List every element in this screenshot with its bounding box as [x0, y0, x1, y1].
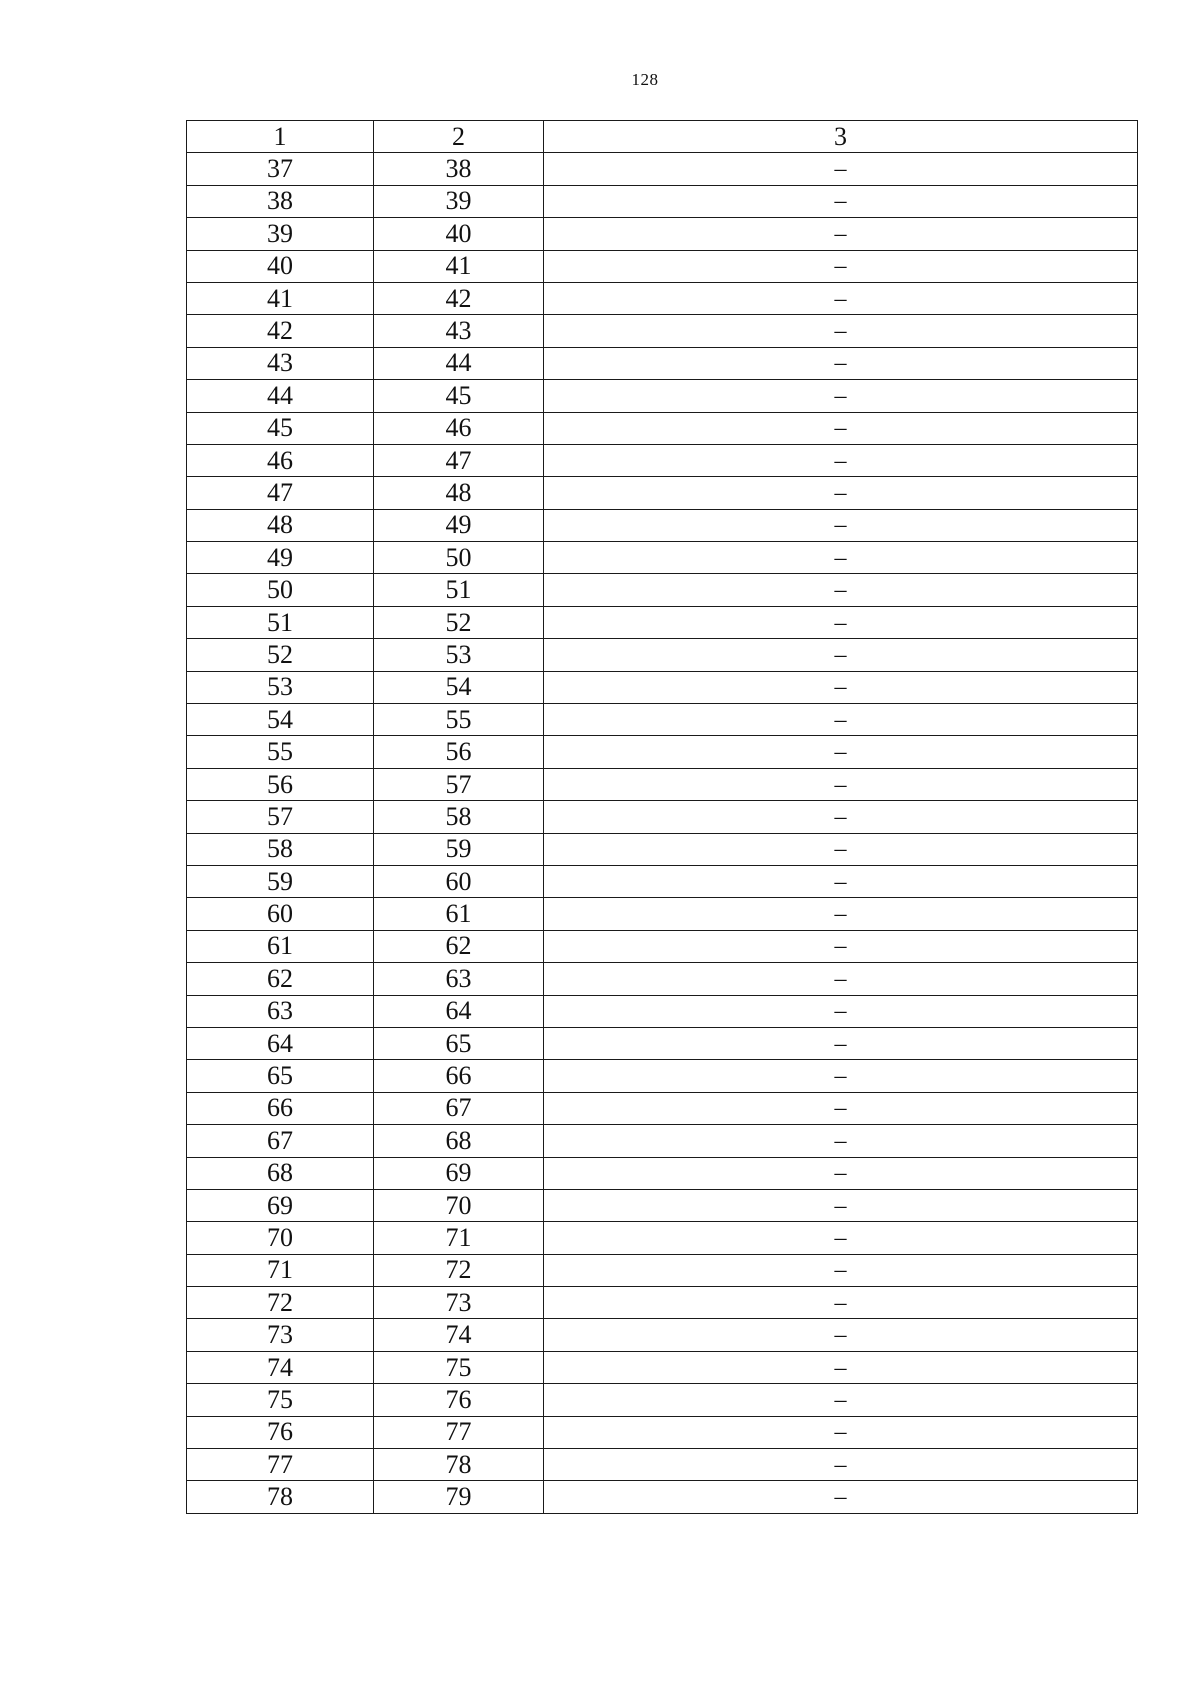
- table-row: [187, 477, 1138, 509]
- table-cell-col-2: 41: [374, 250, 544, 282]
- table-cell-col-2: 62: [374, 930, 544, 962]
- table-cell-col-1: 47: [187, 477, 374, 509]
- table-cell-col-2: 52: [374, 606, 544, 638]
- table-cell-col-3: –: [544, 963, 1138, 995]
- table-cell-col-1: 77: [187, 1449, 374, 1481]
- table-cell-col-2: 46: [374, 412, 544, 444]
- table-row: [187, 606, 1138, 638]
- table-cell-col-1: 78: [187, 1481, 374, 1513]
- table-cell-col-3: –: [544, 282, 1138, 314]
- table-cell-col-3: –: [544, 606, 1138, 638]
- table-row: [187, 250, 1138, 282]
- table-cell-col-1: 45: [187, 412, 374, 444]
- table-cell-col-3: –: [544, 930, 1138, 962]
- table-cell-col-2: 70: [374, 1189, 544, 1221]
- table-row: [187, 1092, 1138, 1124]
- table-cell-col-3: –: [544, 574, 1138, 606]
- table-row: [187, 380, 1138, 412]
- table-cell-col-1: 52: [187, 639, 374, 671]
- table-cell-col-1: 51: [187, 606, 374, 638]
- table-header-row: [187, 121, 1138, 153]
- column-header-2: 2: [374, 121, 544, 153]
- table-row: [187, 1287, 1138, 1319]
- table-cell-col-3: –: [544, 704, 1138, 736]
- table-cell-col-1: 37: [187, 153, 374, 185]
- table-cell-col-3: –: [544, 347, 1138, 379]
- table-cell-col-2: 68: [374, 1125, 544, 1157]
- table-row: [187, 542, 1138, 574]
- table-row: [187, 315, 1138, 347]
- table-cell-col-1: 71: [187, 1254, 374, 1286]
- table-cell-col-2: 71: [374, 1222, 544, 1254]
- table-cell-col-3: –: [544, 1125, 1138, 1157]
- table-cell-col-2: 66: [374, 1060, 544, 1092]
- table-cell-col-3: –: [544, 542, 1138, 574]
- table-row: [187, 1319, 1138, 1351]
- table-cell-col-2: 65: [374, 1027, 544, 1059]
- table-cell-col-3: –: [544, 801, 1138, 833]
- table-cell-col-1: 56: [187, 768, 374, 800]
- table-row: [187, 153, 1138, 185]
- table-cell-col-2: 45: [374, 380, 544, 412]
- table-cell-col-1: 50: [187, 574, 374, 606]
- table-cell-col-1: 57: [187, 801, 374, 833]
- table-cell-col-3: –: [544, 639, 1138, 671]
- table-cell-col-3: –: [544, 671, 1138, 703]
- table-cell-col-2: 48: [374, 477, 544, 509]
- table-row: [187, 1384, 1138, 1416]
- table-cell-col-2: 55: [374, 704, 544, 736]
- table-cell-col-3: –: [544, 1481, 1138, 1513]
- table-row: [187, 833, 1138, 865]
- table-cell-col-2: 43: [374, 315, 544, 347]
- table-cell-col-1: 63: [187, 995, 374, 1027]
- column-header-1: 1: [187, 121, 374, 153]
- table-cell-col-3: –: [544, 1060, 1138, 1092]
- table-cell-col-3: –: [544, 1027, 1138, 1059]
- table-cell-col-2: 56: [374, 736, 544, 768]
- table-cell-col-2: 72: [374, 1254, 544, 1286]
- table-cell-col-1: 58: [187, 833, 374, 865]
- table-row: [187, 1060, 1138, 1092]
- table-cell-col-3: –: [544, 218, 1138, 250]
- table-cell-col-3: –: [544, 1157, 1138, 1189]
- table-row: [187, 963, 1138, 995]
- table-row: [187, 639, 1138, 671]
- table-cell-col-3: –: [544, 1222, 1138, 1254]
- table-cell-col-1: 74: [187, 1351, 374, 1383]
- table-cell-col-3: –: [544, 1254, 1138, 1286]
- data-table: [186, 120, 1138, 1514]
- table-cell-col-1: 75: [187, 1384, 374, 1416]
- table-cell-col-3: –: [544, 995, 1138, 1027]
- table-cell-col-1: 59: [187, 865, 374, 897]
- table-cell-col-3: –: [544, 1189, 1138, 1221]
- table-cell-col-2: 59: [374, 833, 544, 865]
- table-cell-col-3: –: [544, 1384, 1138, 1416]
- table-cell-col-3: –: [544, 833, 1138, 865]
- table-row: [187, 574, 1138, 606]
- table-row: [187, 282, 1138, 314]
- table-cell-col-2: 69: [374, 1157, 544, 1189]
- table-cell-col-2: 57: [374, 768, 544, 800]
- table-cell-col-3: –: [544, 315, 1138, 347]
- table-body: [187, 121, 1138, 1514]
- table-cell-col-1: 41: [187, 282, 374, 314]
- table-cell-col-2: 51: [374, 574, 544, 606]
- table-row: [187, 898, 1138, 930]
- table-cell-col-1: 42: [187, 315, 374, 347]
- table-cell-col-1: 61: [187, 930, 374, 962]
- table-row: [187, 768, 1138, 800]
- table-cell-col-3: –: [544, 250, 1138, 282]
- table-cell-col-1: 76: [187, 1416, 374, 1448]
- table-cell-col-3: –: [544, 1351, 1138, 1383]
- table-row: [187, 1416, 1138, 1448]
- table-row: [187, 1189, 1138, 1221]
- table-cell-col-1: 60: [187, 898, 374, 930]
- table-row: [187, 509, 1138, 541]
- table-row: [187, 671, 1138, 703]
- table-cell-col-2: 75: [374, 1351, 544, 1383]
- table-cell-col-1: 39: [187, 218, 374, 250]
- table-row: [187, 801, 1138, 833]
- table-cell-col-2: 40: [374, 218, 544, 250]
- table-cell-col-1: 40: [187, 250, 374, 282]
- table-row: [187, 1027, 1138, 1059]
- table-cell-col-1: 48: [187, 509, 374, 541]
- table-row: [187, 704, 1138, 736]
- table-cell-col-2: 49: [374, 509, 544, 541]
- table-cell-col-3: –: [544, 444, 1138, 476]
- table-cell-col-3: –: [544, 1092, 1138, 1124]
- table-cell-col-2: 50: [374, 542, 544, 574]
- table-cell-col-3: –: [544, 509, 1138, 541]
- table-cell-col-2: 77: [374, 1416, 544, 1448]
- table-row: [187, 1481, 1138, 1513]
- table-row: [187, 1449, 1138, 1481]
- table-cell-col-1: 69: [187, 1189, 374, 1221]
- table-cell-col-3: –: [544, 477, 1138, 509]
- table-cell-col-3: –: [544, 380, 1138, 412]
- table-row: [187, 1254, 1138, 1286]
- table-row: [187, 1222, 1138, 1254]
- table-cell-col-1: 46: [187, 444, 374, 476]
- table-cell-col-1: 67: [187, 1125, 374, 1157]
- table-cell-col-1: 54: [187, 704, 374, 736]
- table-cell-col-1: 72: [187, 1287, 374, 1319]
- table-cell-col-2: 58: [374, 801, 544, 833]
- table-row: [187, 865, 1138, 897]
- table-cell-col-1: 49: [187, 542, 374, 574]
- table-cell-col-2: 44: [374, 347, 544, 379]
- column-header-3: 3: [544, 121, 1138, 153]
- table-cell-col-2: 39: [374, 185, 544, 217]
- table-cell-col-1: 38: [187, 185, 374, 217]
- table-cell-col-2: 42: [374, 282, 544, 314]
- table-cell-col-1: 68: [187, 1157, 374, 1189]
- table-cell-col-2: 60: [374, 865, 544, 897]
- table-cell-col-2: 67: [374, 1092, 544, 1124]
- table-cell-col-3: –: [544, 768, 1138, 800]
- table-cell-col-3: –: [544, 1287, 1138, 1319]
- table-cell-col-2: 53: [374, 639, 544, 671]
- table-cell-col-2: 64: [374, 995, 544, 1027]
- table-row: [187, 736, 1138, 768]
- table-row: [187, 218, 1138, 250]
- table-row: [187, 995, 1138, 1027]
- table-cell-col-2: 79: [374, 1481, 544, 1513]
- table-cell-col-1: 66: [187, 1092, 374, 1124]
- table-cell-col-3: –: [544, 736, 1138, 768]
- table-cell-col-2: 76: [374, 1384, 544, 1416]
- table-row: [187, 444, 1138, 476]
- table-cell-col-3: –: [544, 153, 1138, 185]
- table-row: [187, 185, 1138, 217]
- table-row: [187, 930, 1138, 962]
- table-cell-col-2: 73: [374, 1287, 544, 1319]
- table-cell-col-1: 70: [187, 1222, 374, 1254]
- table-row: [187, 347, 1138, 379]
- table-cell-col-1: 65: [187, 1060, 374, 1092]
- table-cell-col-3: –: [544, 412, 1138, 444]
- table-cell-col-3: –: [544, 1319, 1138, 1351]
- table-cell-col-1: 55: [187, 736, 374, 768]
- table-row: [187, 1351, 1138, 1383]
- table-cell-col-3: –: [544, 898, 1138, 930]
- table-cell-col-2: 54: [374, 671, 544, 703]
- table-cell-col-3: –: [544, 865, 1138, 897]
- table-row: [187, 412, 1138, 444]
- table-cell-col-1: 73: [187, 1319, 374, 1351]
- table-row: [187, 1125, 1138, 1157]
- table-cell-col-1: 53: [187, 671, 374, 703]
- table-cell-col-2: 61: [374, 898, 544, 930]
- page-number: 128: [631, 70, 659, 89]
- table-cell-col-3: –: [544, 1449, 1138, 1481]
- table-cell-col-2: 78: [374, 1449, 544, 1481]
- table-cell-col-1: 62: [187, 963, 374, 995]
- table-cell-col-3: –: [544, 185, 1138, 217]
- table-row: [187, 1157, 1138, 1189]
- table-cell-col-2: 74: [374, 1319, 544, 1351]
- table-cell-col-2: 47: [374, 444, 544, 476]
- table-cell-col-2: 63: [374, 963, 544, 995]
- table-cell-col-3: –: [544, 1416, 1138, 1448]
- table-cell-col-2: 38: [374, 153, 544, 185]
- table-cell-col-1: 44: [187, 380, 374, 412]
- table-cell-col-1: 64: [187, 1027, 374, 1059]
- table-cell-col-1: 43: [187, 347, 374, 379]
